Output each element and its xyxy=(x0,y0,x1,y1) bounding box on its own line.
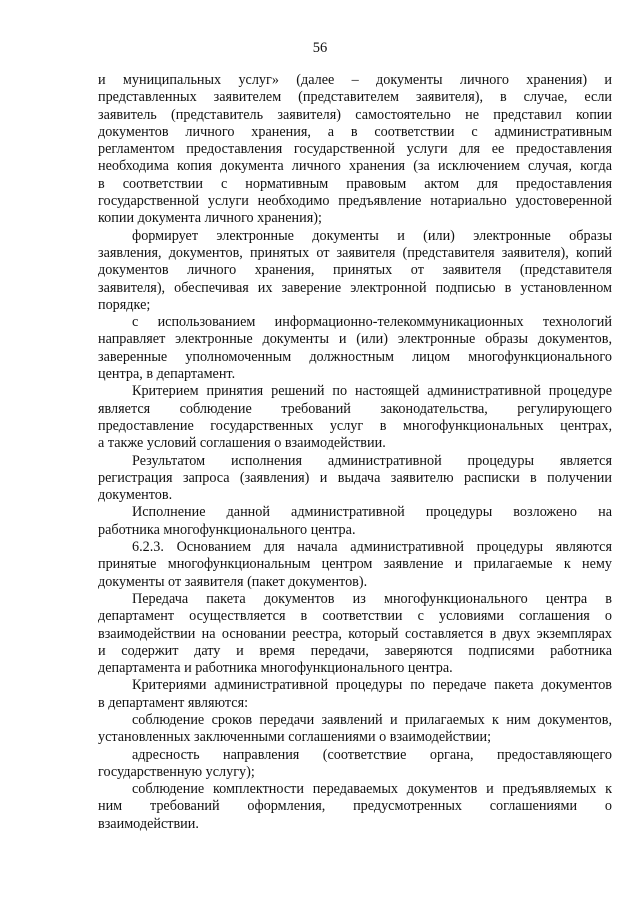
text-line: государственную услугу); xyxy=(98,763,255,780)
paragraph xyxy=(98,314,612,383)
text-line: является соблюдение требований законодательства, регулирующего xyxy=(98,400,612,417)
text-line: Исполнение данной административной процедуры возложено на xyxy=(132,504,612,521)
text-line: департамента и работника многофункционального центра. xyxy=(98,660,453,677)
text-line: в соответствии с нормативным правовым актом для предоставления xyxy=(98,175,612,192)
text-line: адресность направления (соответствие органа, предоставляющего xyxy=(132,746,612,763)
paragraph xyxy=(98,712,612,747)
text-line: представленных заявителем (представителем заявителя), в случае, если xyxy=(98,89,612,106)
text-line: порядке; xyxy=(98,296,151,313)
text-line: соблюдение сроков передачи заявлений и прилагаемых к ним документов, xyxy=(132,711,612,728)
paragraph xyxy=(98,539,612,591)
text-line: Передача пакета документов из многофункционального центра в xyxy=(132,590,612,607)
text-line: необходима копия документа личного хранения (за исключением случая, когда xyxy=(98,158,612,175)
text-line: а также условий соглашения о взаимодействии. xyxy=(98,435,386,452)
text-line: документов личного хранения, а в соответствии с административным xyxy=(98,123,612,140)
text-line: государственной услуги необходимо предъявление нотариально удостоверенной xyxy=(98,193,612,210)
text-line: центра, в департамент. xyxy=(98,366,236,383)
text-line: 6.2.3. Основанием для начала административной процедуры являются xyxy=(132,539,612,556)
text-line: ним требований оформления, предусмотренных соглашениями о xyxy=(98,798,612,815)
text-line: в департамент являются: xyxy=(98,694,249,711)
paragraph xyxy=(98,72,612,228)
text-line: направляет электронные документы и (или) электронные образы документов, xyxy=(98,331,612,348)
text-line: установленных заключенными соглашениями о взаимодействии; xyxy=(98,729,492,746)
text-line: документов личного хранения, принятых от заявителя (представителя xyxy=(98,262,612,279)
paragraph xyxy=(98,781,612,833)
text-line: Критерием принятия решений по настоящей административной процедуре xyxy=(132,383,612,400)
text-line: соблюдение комплектности передаваемых документов и предъявляемых к xyxy=(132,781,612,798)
paragraph xyxy=(98,383,612,452)
text-line: и содержит дату и время передачи, заверяются подписями работника xyxy=(98,642,612,659)
document-body xyxy=(98,72,612,833)
text-line: заявитель (представитель заявителя) самостоятельно не представил копии xyxy=(98,106,612,123)
text-line: Результатом исполнения административной процедуры является xyxy=(132,452,612,469)
text-line: взаимодействии на основании реестра, который составляется в двух экземплярах xyxy=(98,625,612,642)
text-line: заявителя), обеспечивая их заверение электронной подписью в установленном xyxy=(98,279,612,296)
text-line: с использованием информационно-телекоммуникационных технологий xyxy=(132,314,612,331)
paragraph xyxy=(98,228,612,314)
text-line: взаимодействии. xyxy=(98,815,199,832)
text-line: и муниципальных услуг» (далее – документы личного хранения) и xyxy=(98,72,612,88)
text-line: принятые многофункциональным центром заявление и прилагаемые к нему xyxy=(98,556,612,573)
paragraph xyxy=(98,677,612,712)
text-line: Критериями административной процедуры по передаче пакета документов xyxy=(132,677,612,694)
text-line: регистрация запроса (заявления) и выдача заявителю расписки в получении xyxy=(98,469,612,486)
text-line: формирует электронные документы и (или) электронные образы xyxy=(132,227,612,244)
text-line: заверенные уполномоченным должностным лицом многофункционального xyxy=(98,348,612,365)
paragraph xyxy=(98,747,612,782)
text-line: предоставление государственных услуг в многофункциональных центрах, xyxy=(98,417,612,434)
text-line: заявления, документов, принятых от заявителя (представителя заявителя), копий xyxy=(98,244,612,261)
text-line: документы от заявителя (пакет документов). xyxy=(98,573,368,590)
text-line: документов. xyxy=(98,487,173,504)
page-number: 56 xyxy=(312,40,328,56)
text-line: копии документа личного хранения); xyxy=(98,210,322,227)
paragraph xyxy=(98,504,612,539)
paragraph xyxy=(98,591,612,677)
paragraph xyxy=(98,453,612,505)
text-line: работника многофункционального центра. xyxy=(98,521,356,538)
text-line: регламентом предоставления государственной услуги для ее предоставления xyxy=(98,141,612,158)
text-line: департамент осуществляется в соответствии с условиями соглашения о xyxy=(98,608,612,625)
